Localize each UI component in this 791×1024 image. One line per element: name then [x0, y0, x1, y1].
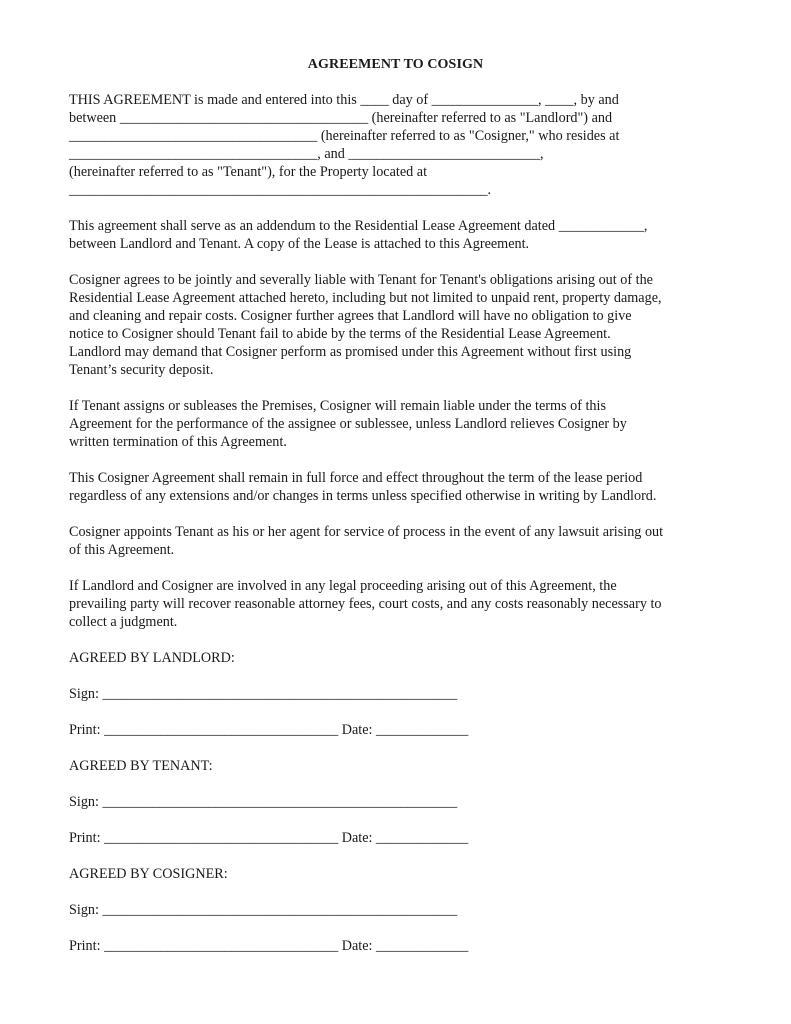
cosigner-heading: AGREED BY COSIGNER:	[69, 866, 228, 882]
assignment-line-3: written termination of this Agreement.	[69, 434, 287, 450]
agent-paragraph	[69, 523, 719, 559]
agent-line-2: of this Agreement.	[69, 542, 175, 558]
cosigner-sign-field[interactable]: Sign: __________________________________________________	[69, 902, 458, 918]
cosigner-print-date-field[interactable]: Print: _________________________________ Date: _____________	[69, 938, 469, 954]
landlord-heading: AGREED BY LANDLORD:	[69, 650, 235, 666]
legal-line-2: prevailing party will recover reasonable attorney fees, court costs, and any costs reasonably necessary to	[69, 596, 662, 612]
duration-line-1: This Cosigner Agreement shall remain in full force and effect throughout the term of the lease period	[69, 470, 643, 486]
legal-line-1: If Landlord and Cosigner are involved in any legal proceeding arising out of this Agreement, the	[69, 578, 617, 594]
tenant-sign-field[interactable]: Sign: __________________________________________________	[69, 794, 458, 810]
intro-line-5: (hereinafter referred to as "Tenant"), for the Property located at	[69, 164, 428, 180]
duration-paragraph	[69, 469, 719, 505]
addendum-line-2: between Landlord and Tenant. A copy of the Lease is attached to this Agreement.	[69, 236, 530, 252]
tenant-print-date-field[interactable]: Print: _________________________________ Date: _____________	[69, 830, 469, 846]
duration-line-2: regardless of any extensions and/or changes in terms unless specified otherwise in writing by Landlord.	[69, 488, 657, 504]
intro-line-3: ___________________________________ (hereinafter referred to as "Cosigner," who resides at	[69, 128, 620, 144]
intro-paragraph	[69, 91, 719, 199]
landlord-sign-field[interactable]: Sign: __________________________________________________	[69, 686, 458, 702]
document-title: AGREEMENT TO COSIGN	[307, 57, 484, 72]
liability-line-2: Residential Lease Agreement attached hereto, including but not limited to unpaid rent, property damage,	[69, 290, 662, 306]
liability-line-3: and cleaning and repair costs. Cosigner further agrees that Landlord will have no obligation to give	[69, 308, 632, 324]
assignment-paragraph	[69, 397, 719, 451]
intro-line-4: ___________________________________, and ___________________________,	[69, 146, 544, 162]
liability-paragraph	[69, 271, 719, 379]
legal-paragraph	[69, 577, 719, 631]
tenant-heading: AGREED BY TENANT:	[69, 758, 213, 774]
legal-line-3: collect a judgment.	[69, 614, 178, 630]
addendum-line-1: This agreement shall serve as an addendum to the Residential Lease Agreement dated ____________,	[69, 218, 648, 234]
intro-line-6: ___________________________________________________________.	[69, 182, 492, 198]
landlord-print-date-field[interactable]: Print: _________________________________ Date: _____________	[69, 722, 469, 738]
addendum-paragraph	[69, 217, 719, 253]
intro-line-1: THIS AGREEMENT is made and entered into this ____ day of _______________, ____, by and	[69, 92, 619, 108]
agent-line-1: Cosigner appoints Tenant as his or her agent for service of process in the event of any lawsuit arising out	[69, 524, 664, 540]
liability-line-1: Cosigner agrees to be jointly and severally liable with Tenant for Tenant's obligations arising out of the	[69, 272, 653, 288]
liability-line-4: notice to Cosigner should Tenant fail to abide by the terms of the Residential Lease Agreement.	[69, 326, 611, 342]
assignment-line-1: If Tenant assigns or subleases the Premises, Cosigner will remain liable under the terms of this	[69, 398, 606, 414]
intro-line-2: between ___________________________________ (hereinafter referred to as "Landlord") and	[69, 110, 613, 126]
liability-line-5: Landlord may demand that Cosigner perform as promised under this Agreement without first using	[69, 344, 632, 360]
assignment-line-2: Agreement for the performance of the assignee or sublessee, unless Landlord relieves Cosigner by	[69, 416, 627, 432]
liability-line-6: Tenant’s security deposit.	[69, 362, 214, 378]
